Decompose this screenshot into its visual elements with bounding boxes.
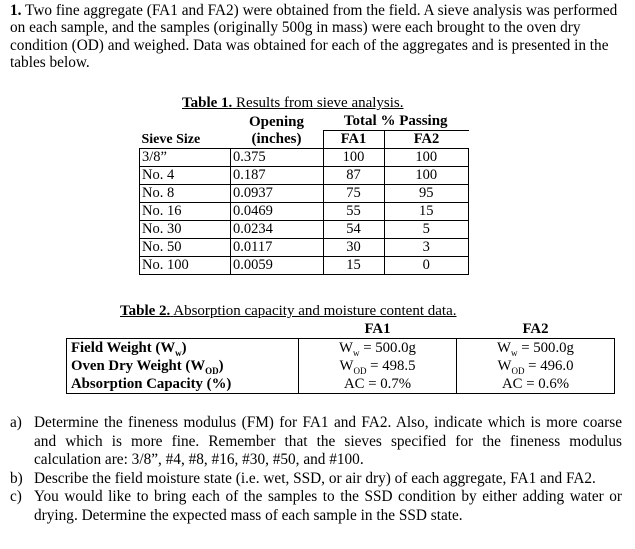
row-label [67,375,299,394]
cell-fa2-value: = 500.0g [517,340,574,356]
cell-fa2: 0 [384,257,469,275]
cell-fa1: 75 [323,185,384,203]
cell-sieve-size: 3/8” [140,149,231,167]
sieve-analysis-table [139,113,469,275]
table-row [67,357,615,375]
cell-opening: 0.187 [231,167,324,185]
row-label-text: Oven Dry Weight (W [71,358,206,374]
question-text: You would like to bring each of the samples to the SSD condition by either adding water or drying. Determine the expected mass of each sample in the SSD state. [34,488,622,524]
table2-caption-text: Absorption capacity and moisture content data. [173,303,457,319]
cell-fa2-subscript: w [511,347,518,358]
table1-caption [182,95,404,112]
table-row [67,339,615,358]
row-label-subscript: w [175,347,182,358]
row-label-end: ) [181,340,187,356]
table-row [140,203,469,221]
row-label [67,339,299,358]
table2-caption [120,303,456,320]
cell-fa1: 54 [323,221,384,239]
row-label-text: Field Weight (W [71,340,176,356]
question-text: Describe the field moisture state (i.e. wet, SSD, or air dry) of each aggregate, FA1 and FA2. [34,469,596,487]
cell-fa1: 87 [323,167,384,185]
cell-sieve-size: No. 8 [140,185,231,203]
cell-opening: 0.375 [231,149,324,167]
question-text: Determine the fineness modulus (FM) for FA1 and FA2. Also, indicate which is more coarse and which is more fine. Remember that the sieves specified for the fineness modulus calculation are: 3/8”, #4, #8, #16, #30, #50, and #100. [34,414,622,469]
cell-fa1: 55 [323,203,384,221]
cell-opening: 0.0059 [231,257,324,275]
cell-fa2: 95 [384,185,469,203]
question-item [10,414,622,470]
table-row [140,149,469,167]
table-row [140,221,469,239]
cell-fa2: 5 [384,221,469,239]
table-row [140,257,469,275]
problem-number: 1. [10,2,22,19]
cell-fa2-symbol: AC = 0.6% [501,376,570,392]
table1-caption-text: Results from sieve analysis. [236,95,404,111]
cell-fa2: 100 [384,149,469,167]
cell-fa2-value: = 496.0 [524,358,574,374]
table-row [140,167,469,185]
cell-fa1-value: = 498.5 [366,358,416,374]
cell-sieve-size: No. 100 [140,257,231,275]
cell-fa1 [299,339,457,358]
question-label: c) [10,488,22,506]
table2-caption-label: Table 2. [120,303,171,319]
row-label [67,357,299,375]
question-label: a) [10,414,22,431]
header-total-passing: Total % Passing [323,113,469,131]
cell-fa1: 100 [323,149,384,167]
cell-sieve-size: No. 30 [140,221,231,239]
cell-fa2: 100 [384,167,469,185]
cell-fa1-symbol: AC = 0.7% [343,376,412,392]
table-row [140,185,469,203]
cell-fa2 [457,375,615,394]
question-label: b) [10,469,23,487]
cell-opening: 0.0117 [231,239,324,257]
cell-sieve-size: No. 16 [140,203,231,221]
cell-fa1-subscript: OD [353,365,367,376]
cell-fa2: 3 [384,239,469,257]
cell-fa1-symbol: W [339,358,354,374]
questions [10,414,622,526]
problem-text: Two fine aggregate (FA1 and FA2) were obtained from the field. A sieve analysis was performed on each sample, and the samples (originally 500g in mass) were each brought to the oven dry condition (OD) and weighed. Data was obtained for each of the aggregates and is presented in the tables below. [10,2,618,71]
cell-fa2-symbol: W [497,340,512,356]
cell-fa1-subscript: w [353,347,360,358]
cell-opening: 0.0937 [231,185,324,203]
cell-fa1: 30 [323,239,384,257]
cell-opening: 0.0234 [231,221,324,239]
cell-fa2: 15 [384,203,469,221]
cell-fa2 [457,357,615,375]
table-row [67,375,615,394]
absorption-table [66,320,615,394]
row-label-text: Absorption Capacity (%) [71,376,232,392]
row-label-end: ) [218,358,224,374]
t2-header-fa1: FA1 [299,320,457,339]
table-row [140,239,469,257]
header-fa2: FA2 [384,131,469,149]
cell-fa1 [299,375,457,394]
cell-fa2-symbol: W [497,358,512,374]
table1-caption-label: Table 1. [182,95,233,111]
problem-intro [10,2,622,71]
cell-fa2-subscript: OD [511,365,525,376]
question-item [10,488,622,525]
cell-fa1-symbol: W [339,340,354,356]
cell-fa1 [299,357,457,375]
cell-fa1-value: = 500.0g [359,340,416,356]
header-opening: Opening (inches) [231,113,324,149]
row-label-subscript: OD [205,365,219,376]
question-item [10,470,622,489]
cell-fa2 [457,339,615,358]
cell-sieve-size: No. 50 [140,239,231,257]
header-sieve-size: Sieve Size [140,131,231,149]
header-fa1: FA1 [323,131,384,149]
cell-sieve-size: No. 4 [140,167,231,185]
cell-opening: 0.0469 [231,203,324,221]
cell-fa1: 15 [323,257,384,275]
t2-header-fa2: FA2 [457,320,615,339]
